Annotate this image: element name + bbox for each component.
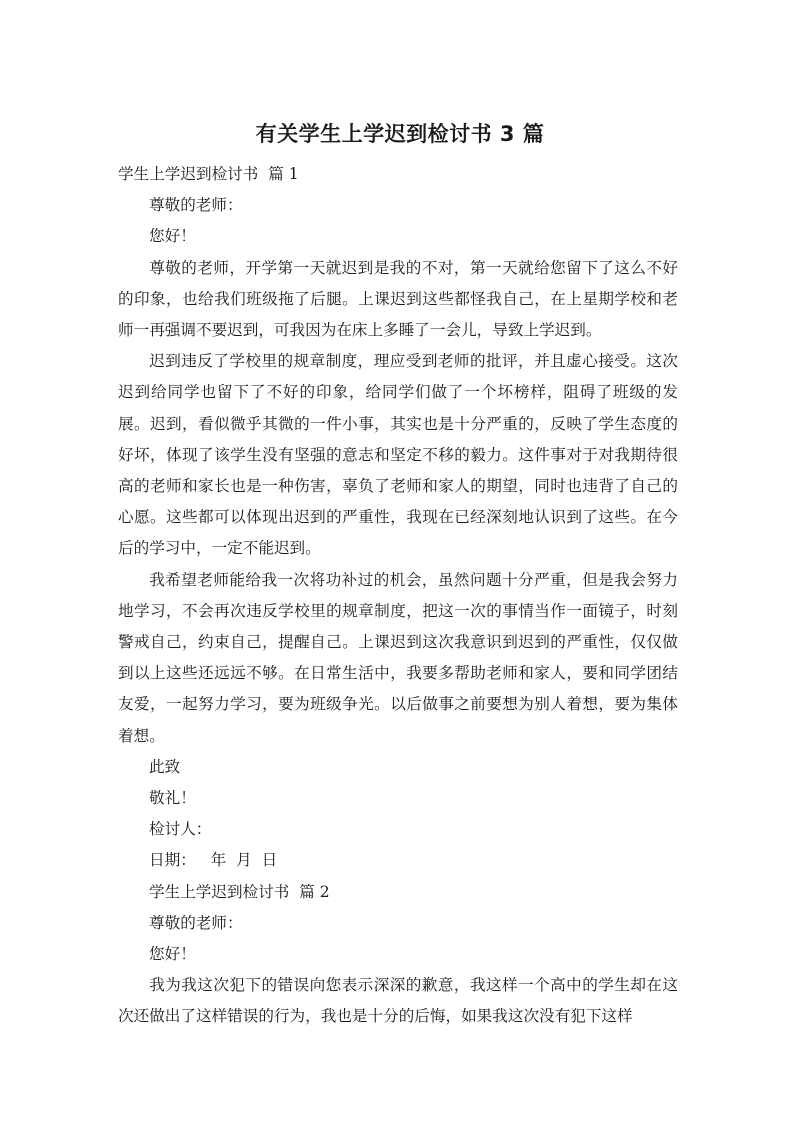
document-title: 有关学生上学迟到检讨书 3 篇 (255, 122, 545, 146)
closing-regards: 敬礼！ (149, 789, 196, 807)
section-1-heading: 学生上学迟到检讨书 篇 1 (118, 165, 299, 183)
section-2-paragraph-1: 我为我这次犯下的错误向您表示深深的歉意，我这样一个高中的学生却在这次还做出了这样错误的行为，我也是十分的后悔，如果我这次没有犯下这样 (118, 976, 678, 1026)
signer-line: 检讨人： (149, 820, 212, 839)
section-2-heading: 学生上学迟到检讨书 篇 2 (149, 882, 330, 901)
date-line: 日期： 年 月 日 (149, 851, 278, 870)
closing-salutation: 此致 (149, 757, 181, 776)
section-1-paragraph-1: 尊敬的老师，开学第一天就迟到是我的不对，第一天就给您留下了这么不好的印象，也给我们班级拖了后腿。上课迟到这些都怪我自己，在上星期学校和老师一再强调不要迟到，可我因为在床上多睡了一会儿，导致上学迟到。 (118, 258, 678, 339)
section-1-paragraph-3: 我希望老师能给我一次将功补过的机会，虽然问题十分严重，但是我会努力地学习，不会再次违反学校里的规章制度，把这一次的事情当作一面镜子，时刻警戒自己，约束自己，提醒自己。上课迟到这次我意识到迟到的严重性，仅仅做到以上这些还远远不够。在日常生活中，我要多帮助老师和家人，要和同学团结友爱，一起努力学习，要为班级争光。以后做事之前要想为别人着想，要为集体着想。 (118, 570, 678, 745)
section-1-paragraph-2: 迟到违反了学校里的规章制度，理应受到老师的批评，并且虚心接受。这次迟到给同学也留下了不好的印象，给同学们做了一个坏榜样，阻碍了班级的发展。迟到，看似微乎其微的一件小事，其实也是十分严重的，反映了学生态度的好坏，体现了该学生没有坚强的意志和坚定不移的毅力。这件事对于对我期待很高的老师和家长也是一种伤害，辜负了老师和家人的期望，同时也违背了自己的心愿。这些都可以体现出迟到的严重性，我现在已经深刻地认识到了这些。在今后的学习中，一定不能迟到。 (118, 352, 678, 558)
section-2-salutation: 尊敬的老师： (149, 913, 243, 932)
section-1-greeting: 您好！ (149, 227, 196, 246)
section-2-greeting: 您好！ (149, 944, 196, 963)
section-1-salutation: 尊敬的老师： (149, 196, 243, 215)
document-body (118, 159, 678, 1033)
